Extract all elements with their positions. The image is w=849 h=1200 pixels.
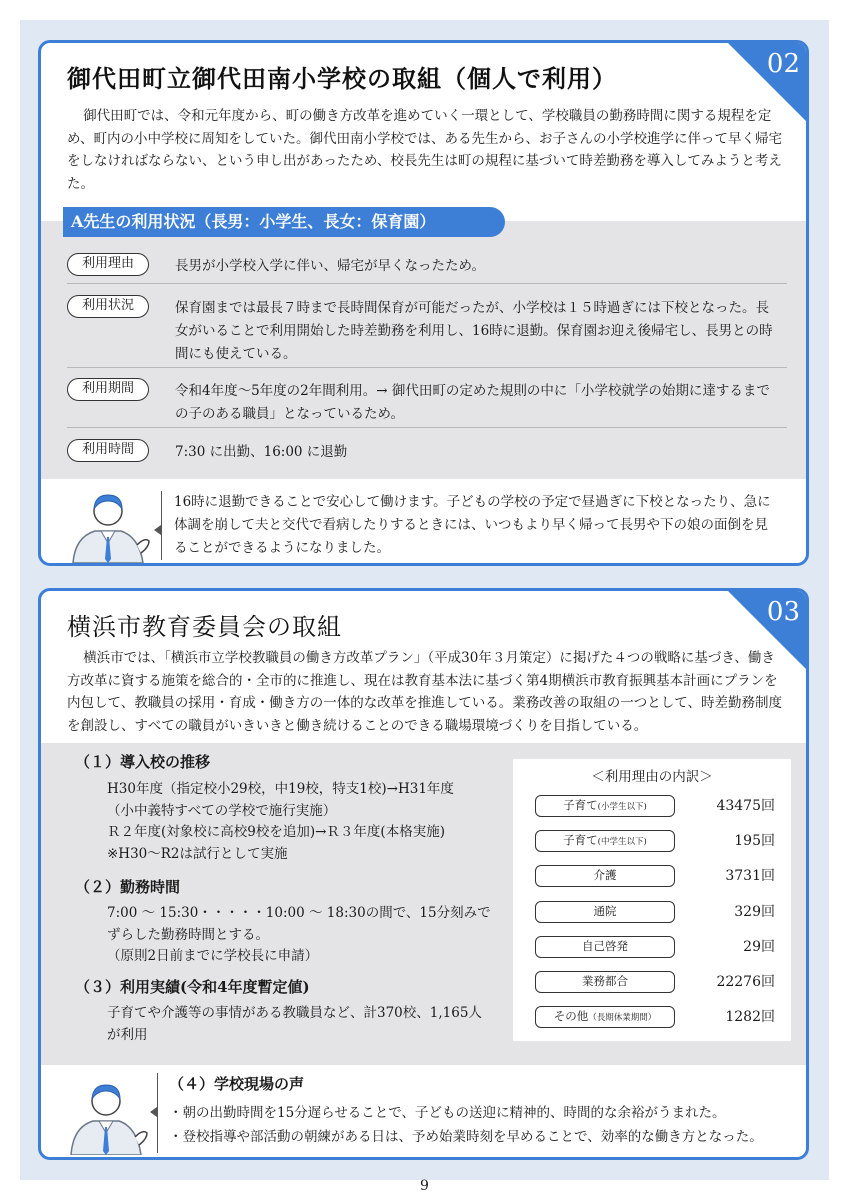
section-title: 御代田町立御代田南小学校の取組（個人で利用）: [67, 64, 617, 93]
row-text: 保育園までは最長７時まで長時間保育が可能だったが、小学校は１５時過ぎには下校となった。長女がいることで利用開始した時差勤務を利用し、16時に退勤。保育園お迎え後帰宅し、長男との時間にも使えている。: [175, 300, 773, 362]
divider: [67, 283, 787, 284]
breakdown-label: 通院: [535, 901, 675, 923]
breakdown-label: その他（長期休業期間）: [535, 1006, 675, 1028]
section-intro: 横浜市では、「横浜市立学校教職員の働き方改革プラン」（平成30年３月策定）に掲げた４つの戦略に基づき、働き方改革に資する施策を総合的・全市的に推進し、現在は教育基本法に基づく第4期横浜市教育振興基本計画にプランを内包して、教職員の採用・育成・働き方の一体的な改革を推進している。業務改善の取組の一つとして、時差勤務制度を創設し、すべての職員がいきいきと働き続けることのできる職場環境づくりを目指している。: [67, 650, 782, 734]
results-body: [107, 1003, 482, 1046]
section-title: 横浜市教育委員会の取組: [67, 613, 342, 641]
section-number: 03: [766, 597, 800, 627]
hours-body: [107, 903, 491, 968]
hours-line: （原則2日前までに学校長に申請）: [107, 948, 319, 964]
breakdown-row: [535, 936, 775, 958]
adoption-body: [107, 779, 454, 865]
breakdown-label: 子育て(中学生以下): [535, 830, 675, 852]
voices-list: [169, 1101, 763, 1149]
breakdown-value: 43475回: [716, 798, 775, 814]
reason-breakdown-table: [513, 759, 791, 1041]
breakdown-label: 業務都合: [535, 971, 675, 993]
breakdown-row: [535, 795, 775, 817]
voice-text: 16時に退勤できることで安心して働けます。子どもの学校の予定で昼過ぎに下校となったり、急に体調を崩して夫と交代で看病したりするときには、いつもより早く帰って長男や下の娘の面倒を見ることができるようになりました。: [174, 494, 771, 556]
page-number: 9: [420, 1178, 429, 1194]
heading-results: （３）利用実績(令和4年度暫定値): [75, 978, 310, 996]
heading-adoption: （１）導入校の推移: [75, 753, 211, 771]
row-label: 利用理由: [67, 253, 149, 276]
breakdown-row: [535, 830, 775, 852]
section-03-card: [38, 588, 809, 1160]
results-line: 子育てや介護等の事情がある教職員など、計370校、1,165人: [107, 1005, 482, 1021]
breakdown-value: 22276回: [716, 974, 775, 990]
voice-item: ・登校指導や部活動の朝練がある日は、予め始業時刻を早めることで、効率的な働き方となった。: [169, 1129, 763, 1145]
usage-banner: A先生の利用状況（長男：小学生、長女：保育園）: [63, 207, 505, 237]
section-intro: 御代田町では、令和元年度から、町の働き方改革を進めていく一環として、学校職員の勤務時間に関する規程を定め、町内の小中学校に周知をしていた。御代田南小学校では、ある先生から、お子さんの小学校進学に伴って早く帰宅をしなければならない、という申し出があったため、校長先生は町の規程に基づいて時差勤務を導入してみようと考えた。: [67, 108, 782, 192]
row-label: 利用時間: [67, 439, 149, 462]
breakdown-value: 329回: [734, 904, 775, 920]
breakdown-value: 195回: [734, 833, 775, 849]
voice-item: ・朝の出勤時間を15分遅らせることで、子どもの送迎に精神的、時間的な余裕がうまれた。: [169, 1105, 726, 1121]
section-number: 02: [766, 49, 800, 79]
row-label: 利用状況: [67, 295, 149, 318]
breakdown-label: 介護: [535, 865, 675, 887]
breakdown-label: 自己啓発: [535, 936, 675, 958]
adoption-line: （小中義特すべての学校で施行実施）: [107, 802, 337, 819]
results-line: が利用: [107, 1026, 148, 1043]
teacher-illustration-icon: [65, 487, 155, 563]
breakdown-value: 29回: [743, 939, 775, 955]
breakdown-row: [535, 865, 775, 887]
section-02-card: [38, 40, 809, 566]
heading-voices: （４）学校現場の声: [169, 1075, 305, 1093]
breakdown-row: [535, 901, 775, 923]
breakdown-title: ＜利用理由の内訳＞: [591, 769, 713, 785]
teacher-illustration-icon: [63, 1075, 153, 1155]
bubble-pointer: [150, 1107, 157, 1117]
hours-line: ずらした勤務時間とする。: [107, 926, 269, 943]
breakdown-row: [535, 971, 775, 993]
hours-line: 7:00 〜 15:30・・・・・10:00 〜 18:30の間で、15分刻みで: [107, 905, 491, 921]
row-text: 令和4年度〜5年度の2年間利用。→ 御代田町の定めた規則の中に「小学校就学の始期に達するまでの子のある職員」となっているため。: [175, 383, 770, 422]
divider: [67, 367, 787, 368]
bubble-pointer: [154, 525, 161, 535]
breakdown-value: 1282回: [725, 1009, 775, 1025]
row-text: 7:30 に出勤、16:00 に退勤: [175, 444, 348, 460]
adoption-line: ※H30〜R2は試行として実施: [107, 845, 288, 862]
breakdown-row: [535, 1006, 775, 1028]
divider: [67, 427, 787, 428]
row-label: 利用期間: [67, 378, 149, 401]
breakdown-label: 子育て(小学生以下): [535, 795, 675, 817]
adoption-line: H30年度（指定校小29校，中19校，特支1校)→H31年度: [107, 781, 454, 797]
breakdown-value: 3731回: [725, 868, 775, 884]
adoption-line: Ｒ２年度(対象校に高校9校を追加)→Ｒ３年度(本格実施): [107, 824, 445, 840]
teacher-voice: [161, 491, 781, 560]
row-text: 長男が小学校入学に伴い、帰宅が早くなったため。: [175, 258, 485, 274]
heading-hours: （２）勤務時間: [75, 878, 181, 896]
